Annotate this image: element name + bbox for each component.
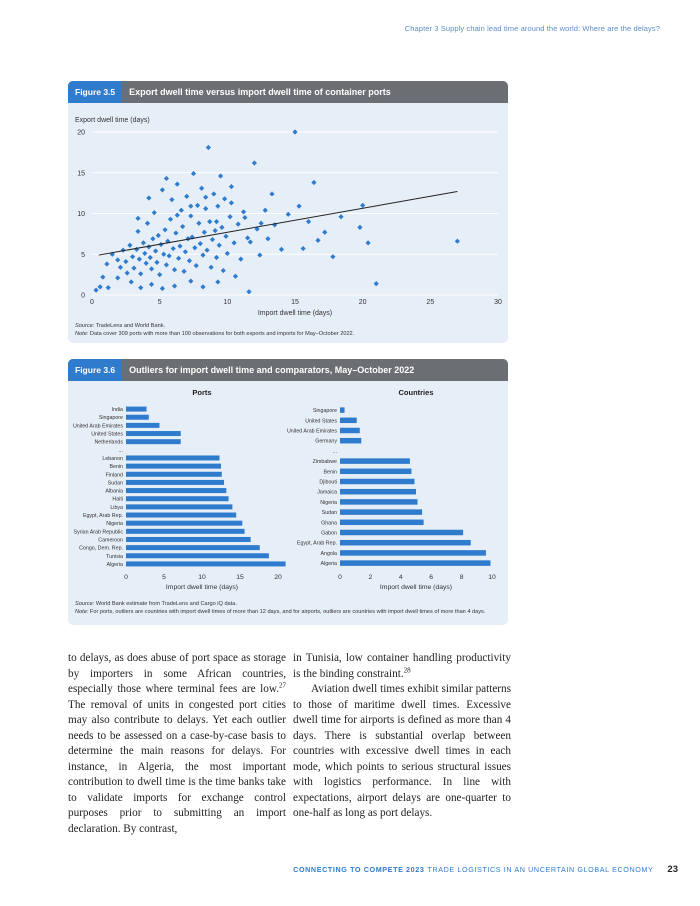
data-point	[148, 255, 153, 260]
trend-line	[99, 191, 458, 255]
data-point	[144, 261, 149, 266]
data-point	[188, 204, 193, 209]
x-tick-label: 10	[198, 574, 206, 581]
category-label: Gabon	[321, 530, 337, 537]
bar	[126, 496, 229, 501]
data-point	[215, 204, 220, 209]
bar	[340, 560, 490, 566]
data-point	[188, 213, 193, 218]
x-tick-label: 30	[494, 299, 502, 306]
data-point	[374, 281, 379, 286]
bar	[126, 464, 221, 469]
category-label: Benin	[323, 469, 337, 476]
data-point	[194, 263, 199, 268]
data-point	[218, 173, 223, 178]
data-point	[152, 210, 157, 215]
category-label: Haiti	[112, 496, 123, 503]
body-text: The removal of units in congested port cities may also contribute to delays. Yet each outlier needs to be assessed on a case-by-case basis to determine the main reasons for delays. For instance, in Algeria, the most important contribution to dwell time is the time banks take to validate imports for exchange control purposes prior to submitting an import declaration. By contrast,	[68, 698, 286, 835]
bar	[340, 407, 345, 413]
data-point	[238, 257, 243, 262]
figure-title: Outliers for import dwell time and comparators, May–October 2022	[129, 365, 415, 375]
data-point	[118, 265, 123, 270]
bar	[126, 561, 286, 566]
x-tick-label: 6	[429, 574, 434, 582]
body-paragraph	[293, 651, 511, 682]
bar	[126, 480, 224, 485]
category-label: Tunisia	[106, 553, 123, 560]
data-point	[204, 248, 209, 253]
data-point	[164, 176, 169, 181]
data-point	[269, 191, 274, 196]
data-point	[330, 254, 335, 259]
bar	[340, 499, 418, 505]
data-point	[149, 266, 154, 271]
category-label: Netherlands	[94, 439, 123, 446]
data-point	[252, 160, 257, 165]
data-point	[123, 259, 128, 264]
data-point	[104, 261, 109, 266]
data-point	[154, 260, 159, 265]
x-tick-label: 15	[291, 299, 299, 306]
category-label: Germany	[315, 438, 337, 445]
y-tick-label: 10	[77, 211, 85, 218]
figure-label: Figure 3.5	[68, 81, 122, 103]
data-point	[130, 254, 135, 259]
data-point	[98, 284, 103, 289]
data-point	[245, 235, 250, 240]
category-label: Ghana	[321, 520, 337, 527]
bar	[126, 439, 181, 444]
data-point	[263, 208, 268, 213]
data-point	[173, 230, 178, 235]
data-point	[161, 252, 166, 257]
data-point	[225, 251, 230, 256]
category-label: United Arab Emirates	[286, 428, 337, 435]
data-point	[141, 240, 146, 245]
data-point	[175, 182, 180, 187]
data-point	[301, 246, 306, 251]
category-label: United States	[91, 431, 123, 438]
source-label: Source:	[75, 323, 95, 329]
data-point	[199, 186, 204, 191]
category-label: Nigeria	[106, 521, 123, 528]
bar	[340, 479, 414, 485]
category-label: Jamaica	[317, 489, 337, 496]
data-point	[127, 243, 132, 248]
footnote-ref[interactable]: 28	[403, 665, 411, 674]
data-point	[357, 225, 362, 230]
data-point	[192, 245, 197, 250]
bar	[340, 509, 422, 514]
x-tick-label: 25	[426, 299, 435, 306]
figure-3-6	[68, 359, 508, 625]
panel-title: Ports	[192, 388, 212, 397]
bar	[126, 472, 222, 477]
page-footer	[200, 864, 678, 875]
bar	[126, 415, 149, 420]
data-point	[179, 208, 184, 213]
data-point	[223, 234, 228, 239]
bar	[126, 407, 147, 412]
x-tick-label: 10	[223, 299, 232, 306]
category-label: Nigeria	[320, 499, 337, 506]
data-point	[265, 236, 270, 241]
category-label: Syrian Arab Republic	[73, 529, 123, 536]
data-point	[232, 240, 237, 245]
x-tick-label: 4	[398, 574, 403, 582]
data-point	[138, 271, 143, 276]
category-label: Egypt, Arab Rep.	[82, 513, 123, 520]
category-label: United States	[305, 418, 337, 425]
data-point	[296, 204, 301, 209]
data-point	[221, 268, 226, 273]
data-point	[338, 214, 343, 219]
data-point	[211, 191, 216, 196]
bar	[126, 488, 226, 493]
data-point	[138, 285, 143, 290]
y-tick-label: 15	[77, 170, 85, 178]
body-paragraph	[68, 651, 286, 837]
data-point	[106, 285, 111, 290]
data-point	[171, 246, 176, 251]
figure-3-5	[68, 81, 508, 343]
data-point	[203, 195, 208, 200]
category-label: Algeria	[106, 561, 123, 568]
data-point	[100, 274, 105, 279]
data-point	[153, 248, 158, 253]
x-tick-label: 5	[162, 574, 166, 581]
figure-notes	[75, 600, 505, 616]
category-label: Libya	[110, 504, 123, 511]
body-text: in Tunisia, low container handling productivity is the binding constraint.	[293, 652, 511, 680]
data-point	[248, 239, 253, 244]
data-point	[315, 238, 320, 243]
category-label: Benin	[109, 464, 123, 471]
x-axis-label: Import dwell time (days)	[165, 584, 239, 591]
data-point	[188, 279, 193, 284]
category-label: Albania	[105, 488, 123, 495]
data-point	[203, 206, 208, 211]
data-point	[206, 145, 211, 150]
bar	[340, 428, 360, 434]
figure-label: Figure 3.6	[68, 359, 122, 381]
data-point	[259, 221, 264, 226]
category-label: Lebanon	[102, 455, 123, 462]
footer-subtitle: TRADE LOGISTICS IN AN UNCERTAIN GLOBAL ECONOMY	[427, 865, 654, 874]
y-tick-label: 20	[77, 129, 85, 137]
data-point	[200, 284, 205, 289]
data-point	[229, 200, 234, 205]
category-label: Singapore	[98, 415, 123, 422]
x-tick-label: 8	[459, 574, 464, 582]
data-point	[257, 252, 262, 257]
figure-title: Export dwell time versus import dwell time of container ports	[129, 87, 391, 97]
data-point	[202, 230, 207, 235]
note-text: Data cover 309 ports with more than 100 observations for both exports and imports for May–October 2022.	[88, 331, 355, 337]
data-point	[168, 217, 173, 222]
bar	[340, 418, 357, 424]
data-point	[219, 225, 224, 230]
page-number: 23	[667, 864, 678, 875]
data-point	[306, 219, 311, 224]
data-point	[196, 221, 201, 226]
bar	[340, 520, 424, 526]
data-point	[217, 243, 222, 248]
data-point	[213, 228, 218, 233]
bar	[126, 529, 245, 534]
data-point	[191, 171, 196, 176]
data-point	[129, 279, 134, 284]
data-point	[200, 252, 205, 257]
category-label: Singapore	[312, 408, 337, 415]
data-point	[214, 255, 219, 260]
data-point	[455, 239, 460, 244]
x-tick-label: 0	[338, 574, 342, 582]
bar	[126, 455, 219, 460]
data-point	[207, 219, 212, 224]
x-tick-label: 20	[274, 574, 282, 581]
data-point	[177, 244, 182, 249]
data-point	[115, 275, 120, 280]
x-tick-label: 15	[236, 574, 244, 581]
note-label: Note:	[75, 331, 89, 337]
data-point	[198, 241, 203, 246]
data-point	[322, 230, 327, 235]
data-point	[311, 180, 316, 185]
data-point	[172, 283, 177, 288]
data-point	[292, 129, 297, 134]
body-paragraph: Aviation dwell times exhibit similar patterns to those of maritime dwell times. Excessive dwell time for airports is defined as more than 4 days. There is substantial overlap between countries with excessive dwell times in each mode, which points to serious structural issues with logistics performance. In line with expectations, airport delays are one-quarter to one-half as long as port delays.	[293, 683, 511, 819]
x-tick-label: 2	[368, 574, 373, 582]
category-label: ...	[118, 447, 123, 454]
data-point	[246, 289, 251, 294]
data-point	[149, 282, 154, 287]
category-label: Egypt, Arab Rep.	[296, 540, 337, 547]
data-point	[115, 257, 120, 262]
data-point	[187, 258, 192, 263]
data-point	[360, 203, 365, 208]
bar	[340, 540, 471, 546]
y-tick-label: 0	[81, 292, 85, 300]
x-tick-label: 10	[488, 574, 496, 582]
bar	[126, 537, 251, 542]
body-text: to delays, as does abuse of port space as storage by importers in some African countries, especially those where terminal fees are low.	[68, 652, 286, 695]
data-point	[176, 256, 181, 261]
source-text: World Bank estimate from TradeLens and Cargo iQ data.	[94, 601, 237, 607]
data-point	[180, 224, 185, 229]
data-point	[286, 212, 291, 217]
y-axis-label: Export dwell time (days)	[75, 117, 150, 124]
data-point	[135, 216, 140, 221]
panel-title: Countries	[398, 388, 434, 397]
bar	[340, 530, 463, 536]
bar	[340, 438, 361, 444]
category-label: Cameroon	[98, 537, 123, 544]
category-label: Finland	[105, 472, 123, 479]
bar	[126, 553, 269, 558]
data-point	[365, 240, 370, 245]
x-tick-label: 0	[124, 574, 128, 581]
data-point	[164, 262, 169, 267]
body-column-right	[293, 651, 511, 822]
bar	[126, 431, 181, 436]
bar	[340, 458, 410, 464]
bar	[340, 489, 416, 495]
data-point	[135, 229, 140, 234]
data-point	[131, 266, 136, 271]
data-point	[183, 249, 188, 254]
bar	[126, 545, 260, 550]
data-point	[142, 251, 147, 256]
data-point	[214, 219, 219, 224]
category-label: Sudan	[321, 510, 337, 517]
category-label: Algeria	[320, 561, 337, 568]
bar	[126, 521, 242, 526]
data-point	[156, 233, 161, 238]
data-point	[137, 257, 142, 262]
footer-brand: CONNECTING TO COMPETE 2023	[293, 865, 425, 874]
bar	[340, 550, 486, 556]
data-point	[146, 195, 151, 200]
data-point	[233, 274, 238, 279]
category-label: Congo, Dem. Rep.	[79, 545, 123, 552]
note-text: For ports, outliers are countries with import dwell times of more than 12 days, and for airports, outliers are countries with import dwell times of more than 4 days.	[88, 609, 486, 615]
bar	[126, 504, 232, 509]
x-tick-label: 5	[157, 299, 162, 306]
figure-header	[68, 81, 508, 103]
data-point	[150, 236, 155, 241]
data-point	[181, 269, 186, 274]
data-point	[195, 203, 200, 208]
bar-charts	[68, 381, 508, 603]
category-label: Zimbabwe	[312, 459, 337, 466]
bar	[126, 513, 236, 518]
data-point	[229, 184, 234, 189]
source-label: Source:	[75, 601, 95, 607]
data-point	[93, 288, 98, 293]
category-label: ...	[332, 448, 337, 455]
category-label: Sudan	[107, 480, 123, 487]
data-point	[160, 187, 165, 192]
y-tick-label: 5	[81, 251, 85, 259]
x-axis-label: Import dwell time (days)	[257, 310, 333, 317]
data-point	[125, 270, 130, 275]
x-tick-label: 20	[358, 299, 367, 306]
data-point	[169, 197, 174, 202]
data-point	[279, 247, 284, 252]
figure-header	[68, 359, 508, 381]
data-point	[184, 194, 189, 199]
scatter-chart	[68, 103, 508, 323]
x-axis-label: Import dwell time (days)	[379, 584, 453, 592]
bar	[340, 469, 411, 475]
figure-notes	[75, 322, 505, 338]
category-label: Angola	[320, 550, 337, 557]
data-point	[210, 237, 215, 242]
data-point	[172, 267, 177, 272]
data-point	[208, 265, 213, 270]
data-point	[242, 215, 247, 220]
data-point	[215, 279, 220, 284]
footnote-ref[interactable]: 27	[279, 681, 286, 690]
body-column-left	[68, 651, 286, 837]
data-point	[236, 221, 241, 226]
x-tick-label: 0	[90, 299, 94, 306]
bar	[126, 423, 159, 428]
data-point	[145, 221, 150, 226]
source-text: TradeLens and World Bank.	[94, 323, 166, 329]
category-label: Djibouti	[319, 479, 337, 486]
note-label: Note:	[75, 609, 89, 615]
data-point	[162, 227, 167, 232]
data-point	[227, 214, 232, 219]
data-point	[157, 272, 162, 277]
category-label: India	[111, 407, 123, 414]
running-head: Chapter 3 Supply chain lead time around the world: Where are the delays?	[404, 24, 660, 33]
category-label: United Arab Emirates	[72, 423, 123, 430]
data-point	[160, 286, 165, 291]
data-point	[222, 196, 227, 201]
